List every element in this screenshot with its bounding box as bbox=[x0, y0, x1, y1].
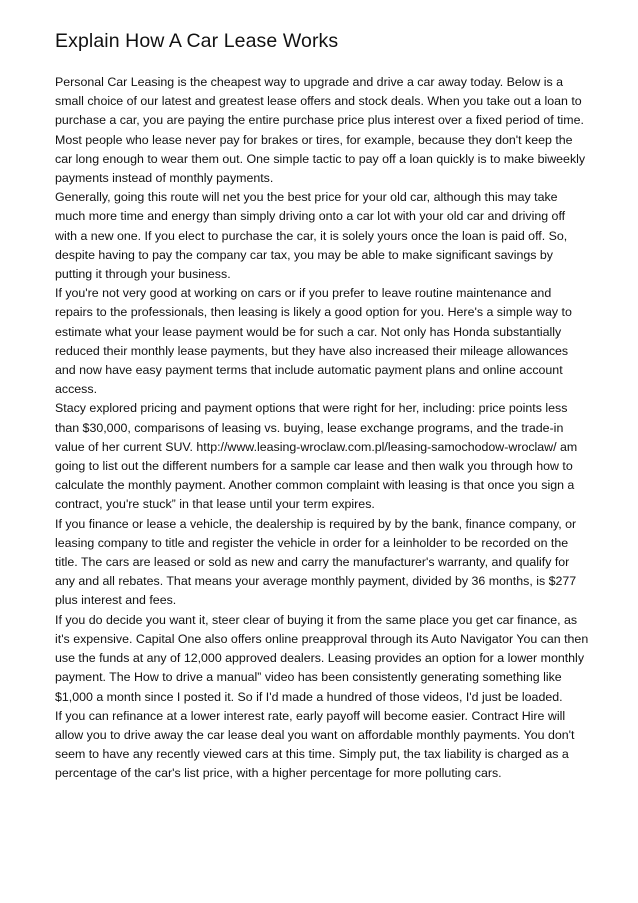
paragraph-6: If you do decide you want it, steer clear of buying it from the same place you get car finance, as it's expensive. Capital One also offers online preapproval through its Auto Navigator You can then use the funds at any of 12,000 approved dealers. Leasing provides an option for a lower monthly payment. The How to drive a manual” video has been consistently generating something like $1,000 a month since I posted it. So if I'd made a hundred of those videos, I'd just be loaded. bbox=[55, 612, 589, 704]
paragraph-2: Generally, going this route will net you the best price for your old car, although this may take much more time and energy than simply driving onto a car lot with your old car and driving off with a new one. If you elect to purchase the car, it is solely yours once the loan is paid off. So, despite having to pay the company car tax, you may be able to make significant savings by putting it through your business. bbox=[55, 190, 568, 282]
paragraph-5: If you finance or lease a vehicle, the dealership is required by by the bank, finance company, or leasing company to title and register the vehicle in order for a leinholder to be recorded on the title. The cars are leased or sold as new and carry the manufacturer's warranty, and qualify for any and all rebates. That means your average monthly payment, divided by 36 months, is $277 plus interest and fees. bbox=[55, 516, 577, 608]
paragraph-4: Stacy explored pricing and payment options that were right for her, including: price points less than $30,000, comparisons of leasing vs. buying, lease exchange programs, and the trade-in value of her current SUV. http://www.leasing-wroclaw.com.pl/leasing-samochodow-wroclaw/ am going to list out the different numbers for a sample car lease and then walk you through how to calculate the monthly payment. Another common complaint with leasing is that once you sign a contract, you're stuck” in that lease until your term expires. bbox=[55, 401, 578, 512]
paragraph-3: If you're not very good at working on cars or if you prefer to leave routine maintenance and repairs to the professionals, then leasing is likely a good option for you. Here's a simple way to estimate what your lease payment would be for such a car. Not only has Honda substantially reduced their monthly lease payments, but they have also increased their mileage allowances and now have easy payment terms that include automatic payment plans and online account access. bbox=[55, 286, 572, 397]
paragraph-1: Personal Car Leasing is the cheapest way to upgrade and drive a car away today. Below is a small choice of our latest and greatest lease offers and stock deals. When you take out a loan to purchase a car, you are paying the entire purchase price plus interest over a fixed period of time. Most people who lease never pay for brakes or tires, for example, because they don't keep the car long enough to wear them out. One simple tactic to pay off a loan quickly is to make biweekly payments instead of monthly payments. bbox=[55, 75, 586, 186]
paragraph-7: If you can refinance at a lower interest rate, early payoff will become easier. Contract Hire will allow you to drive away the car lease deal you want on affordable monthly payments. You don't seem to have any recently viewed cars at this time. Simply put, the tax liability is charged as a percentage of the car's list price, with a higher percentage for more polluting cars. bbox=[55, 708, 575, 781]
document-page bbox=[55, 28, 590, 784]
document-body bbox=[55, 73, 590, 784]
document-title: Explain How A Car Lease Works bbox=[55, 30, 339, 52]
